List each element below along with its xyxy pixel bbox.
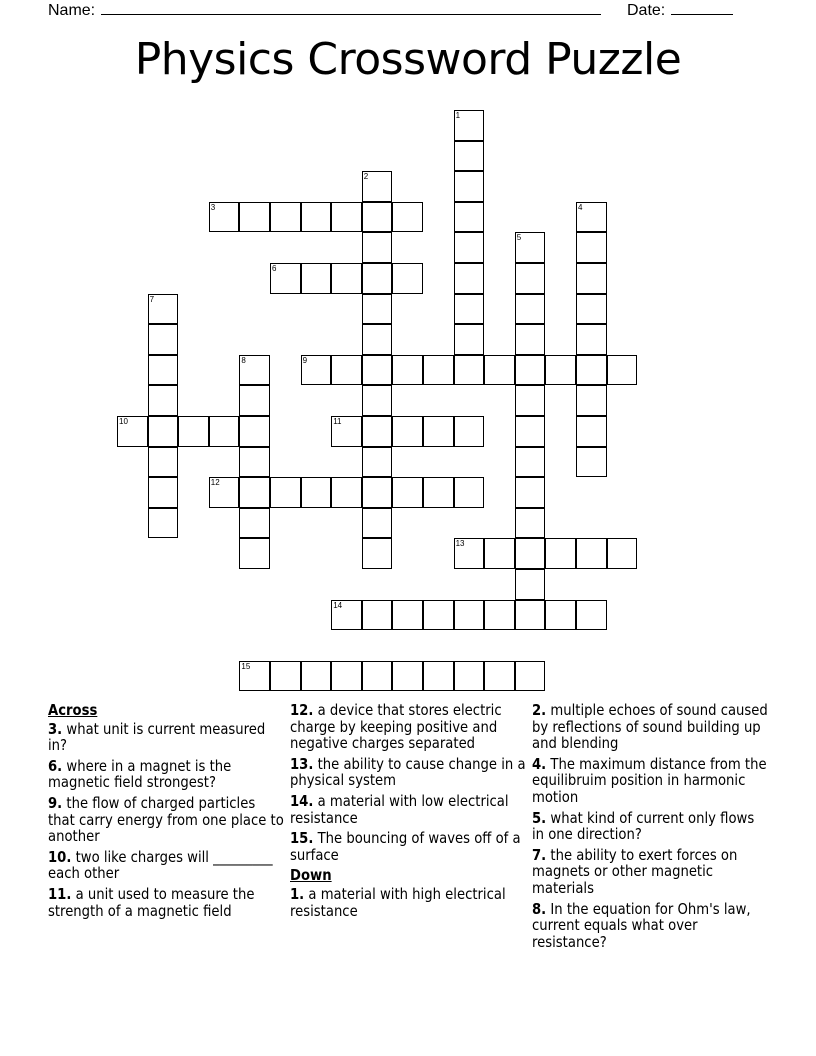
grid-cell[interactable] xyxy=(545,600,576,631)
clue-across xyxy=(290,793,528,826)
grid-cell[interactable] xyxy=(454,171,485,202)
clue-number: 15. xyxy=(290,829,314,848)
clues-column-1 xyxy=(48,702,286,923)
grid-cell[interactable] xyxy=(576,355,607,386)
grid-cell[interactable] xyxy=(515,294,546,325)
grid-cell[interactable] xyxy=(331,355,362,386)
grid-cell[interactable] xyxy=(301,477,332,508)
clue-down xyxy=(532,901,770,951)
grid-cell[interactable] xyxy=(423,600,454,631)
grid-cell[interactable] xyxy=(454,324,485,355)
grid-cell[interactable] xyxy=(545,538,576,569)
grid-cell[interactable] xyxy=(301,263,332,294)
grid-cell[interactable] xyxy=(362,416,393,447)
clue-across xyxy=(290,702,528,752)
grid-cell[interactable] xyxy=(576,324,607,355)
down-heading: Down xyxy=(290,866,332,885)
grid-cell[interactable] xyxy=(576,232,607,263)
across-heading: Across xyxy=(48,701,98,719)
clue-number: 8. xyxy=(532,899,547,918)
grid-cell[interactable] xyxy=(148,416,179,447)
grid-cell[interactable] xyxy=(484,600,515,631)
clue-across xyxy=(290,830,528,863)
clue-across xyxy=(290,756,528,789)
clue-number: 6. xyxy=(48,756,63,775)
name-label: Name: xyxy=(48,2,96,19)
grid-cell[interactable] xyxy=(515,600,546,631)
clue-text: the ability to cause change in a physical system xyxy=(290,754,526,790)
cell-number: 8 xyxy=(241,355,246,365)
cell-number: 4 xyxy=(578,202,583,212)
cell-number: 12 xyxy=(210,478,220,488)
cell-number: 10 xyxy=(119,417,128,426)
clue-text: the flow of charged particles that carry energy from one place to another xyxy=(48,793,284,846)
grid-cell[interactable] xyxy=(331,661,362,692)
date-blank[interactable] xyxy=(671,0,733,15)
grid-cell[interactable] xyxy=(515,538,546,569)
grid-cell[interactable] xyxy=(392,661,423,692)
grid-cell[interactable] xyxy=(148,385,179,416)
grid-cell[interactable] xyxy=(362,294,393,325)
grid-cell[interactable] xyxy=(454,141,485,172)
cell-number: 13 xyxy=(455,539,465,549)
grid-cell[interactable] xyxy=(239,508,270,539)
grid-cell[interactable] xyxy=(270,477,301,508)
grid-cell[interactable] xyxy=(392,263,423,294)
clue-across xyxy=(48,849,286,882)
grid-cell[interactable] xyxy=(515,569,546,600)
clue-text: a material with high electrical resistance xyxy=(290,884,506,920)
clues-column-2 xyxy=(290,702,528,923)
cell-number: 1 xyxy=(455,111,461,120)
clue-number: 9. xyxy=(48,793,63,812)
cell-number: 15 xyxy=(241,661,251,671)
clue-across xyxy=(48,886,286,919)
grid-cell[interactable] xyxy=(484,538,515,569)
grid-cell[interactable] xyxy=(148,324,179,355)
grid-cell[interactable] xyxy=(331,263,362,294)
grid-cell[interactable] xyxy=(209,202,240,233)
cell-number: 9 xyxy=(302,355,308,365)
grid-cell[interactable] xyxy=(209,416,240,447)
grid-cell[interactable] xyxy=(362,508,393,539)
clue-text: the ability to exert forces on magnets or other magnetic materials xyxy=(532,845,738,897)
cell-number: 7 xyxy=(149,294,155,304)
grid-cell[interactable] xyxy=(454,661,485,692)
clue-number: 7. xyxy=(532,845,547,864)
grid-cell[interactable] xyxy=(423,355,454,386)
grid-cell[interactable] xyxy=(454,202,485,233)
clue-text: multiple echoes of sound caused by reflections of sound building up and blending xyxy=(532,701,768,753)
grid-cell[interactable] xyxy=(454,110,485,141)
clue-number: 12. xyxy=(290,701,314,719)
date-label: Date: xyxy=(627,2,666,19)
grid-cell[interactable] xyxy=(576,416,607,447)
grid-cell[interactable] xyxy=(454,416,485,447)
date-field[interactable] xyxy=(627,0,733,20)
grid-cell[interactable] xyxy=(362,355,393,386)
grid-cell[interactable] xyxy=(515,355,546,386)
grid-cell[interactable] xyxy=(423,477,454,508)
clue-across xyxy=(48,758,286,791)
grid-cell[interactable] xyxy=(362,232,393,263)
clue-text: In the equation for Ohm's law, current equals what over resistance? xyxy=(532,899,751,951)
grid-cell[interactable] xyxy=(270,202,301,233)
grid-cell[interactable] xyxy=(270,661,301,692)
grid-cell[interactable] xyxy=(362,171,393,202)
clue-number: 5. xyxy=(532,808,547,827)
page-title: Physics Crossword Puzzle xyxy=(134,34,682,85)
grid-cell[interactable] xyxy=(454,232,485,263)
grid-cell[interactable] xyxy=(270,263,301,294)
clue-number: 11. xyxy=(48,884,72,903)
cell-number: 3 xyxy=(210,202,216,212)
grid-cell[interactable] xyxy=(148,355,179,386)
clue-across xyxy=(48,795,286,845)
clue-down xyxy=(532,810,770,843)
clue-number: 10. xyxy=(48,847,72,866)
grid-cell[interactable] xyxy=(576,202,607,233)
grid-cell[interactable] xyxy=(362,600,393,631)
grid-cell[interactable] xyxy=(239,416,270,447)
grid-cell[interactable] xyxy=(239,477,270,508)
clue-down xyxy=(532,847,770,897)
grid-cell[interactable] xyxy=(362,263,393,294)
grid-cell[interactable] xyxy=(301,202,332,233)
grid-cell[interactable] xyxy=(239,202,270,233)
grid-cell[interactable] xyxy=(515,263,546,294)
name-blank[interactable] xyxy=(101,0,601,15)
grid-cell[interactable] xyxy=(423,416,454,447)
grid-cell[interactable] xyxy=(454,600,485,631)
grid-cell[interactable] xyxy=(148,508,179,539)
grid-cell[interactable] xyxy=(362,661,393,692)
grid-cell[interactable] xyxy=(607,355,638,386)
grid-cell[interactable] xyxy=(301,661,332,692)
grid-cell[interactable] xyxy=(148,447,179,478)
grid-cell[interactable] xyxy=(515,477,546,508)
grid-cell[interactable] xyxy=(454,355,485,386)
clue-text: a material with low electrical resistance xyxy=(290,791,509,827)
grid-cell[interactable] xyxy=(392,477,423,508)
grid-cell[interactable] xyxy=(515,385,546,416)
grid-cell[interactable] xyxy=(392,355,423,386)
cell-number: 2 xyxy=(363,172,369,182)
grid-cell[interactable] xyxy=(362,447,393,478)
grid-cell[interactable] xyxy=(545,355,576,386)
grid-cell[interactable] xyxy=(117,416,148,447)
grid-cell[interactable] xyxy=(331,202,362,233)
clue-text: what kind of current only flows in one direction? xyxy=(532,808,755,844)
grid-cell[interactable] xyxy=(454,294,485,325)
clue-text: a unit used to measure the strength of a magnetic field xyxy=(48,884,255,920)
cell-number: 11 xyxy=(333,417,342,426)
clue-number: 13. xyxy=(290,754,314,773)
grid-cell[interactable] xyxy=(454,538,485,569)
grid-cell[interactable] xyxy=(454,263,485,294)
clue-down xyxy=(290,886,528,919)
clues-column-3 xyxy=(532,702,770,954)
grid-cell[interactable] xyxy=(392,416,423,447)
grid-cell[interactable] xyxy=(331,477,362,508)
grid-cell[interactable] xyxy=(515,508,546,539)
grid-cell[interactable] xyxy=(392,600,423,631)
grid-cell[interactable] xyxy=(239,447,270,478)
clue-down xyxy=(532,756,770,806)
grid-cell[interactable] xyxy=(239,385,270,416)
clue-text: what unit is current measured in? xyxy=(48,719,266,755)
grid-cell[interactable] xyxy=(484,661,515,692)
grid-cell[interactable] xyxy=(331,600,362,631)
clue-text: The maximum distance from the equilibruim position in harmonic motion xyxy=(532,754,767,806)
grid-cell[interactable] xyxy=(362,538,393,569)
grid-cell[interactable] xyxy=(576,294,607,325)
clue-text: a device that stores electric charge by keeping positive and negative charges separated xyxy=(290,701,502,753)
grid-cell[interactable] xyxy=(362,324,393,355)
cell-number: 14 xyxy=(333,600,343,610)
clue-text: The bouncing of waves off of a surface xyxy=(290,829,521,864)
clue-number: 14. xyxy=(290,791,314,810)
clue-text: two like charges will _________ each other xyxy=(48,847,273,883)
clue-number: 2. xyxy=(532,701,547,719)
grid-cell[interactable] xyxy=(392,202,423,233)
grid-cell[interactable] xyxy=(362,477,393,508)
clue-across xyxy=(48,721,286,754)
grid-cell[interactable] xyxy=(515,324,546,355)
cell-number: 5 xyxy=(516,233,522,243)
grid-cell[interactable] xyxy=(362,202,393,233)
clue-number: 1. xyxy=(290,884,305,903)
grid-cell[interactable] xyxy=(607,538,638,569)
grid-cell[interactable] xyxy=(515,416,546,447)
grid-cell[interactable] xyxy=(515,661,546,692)
grid-cell[interactable] xyxy=(239,538,270,569)
clue-text: where in a magnet is the magnetic field strongest? xyxy=(48,756,232,792)
grid-cell[interactable] xyxy=(515,447,546,478)
clue-number: 4. xyxy=(532,754,547,773)
grid-cell[interactable] xyxy=(576,263,607,294)
grid-cell[interactable] xyxy=(515,232,546,263)
clue-number: 3. xyxy=(48,719,63,738)
clue-down xyxy=(532,702,770,752)
grid-cell[interactable] xyxy=(454,477,485,508)
grid-cell[interactable] xyxy=(576,385,607,416)
grid-cell[interactable] xyxy=(423,661,454,692)
grid-cell[interactable] xyxy=(148,477,179,508)
cell-number: 6 xyxy=(272,264,277,273)
grid-cell[interactable] xyxy=(178,416,209,447)
grid-cell[interactable] xyxy=(148,294,179,325)
grid-cell[interactable] xyxy=(576,600,607,631)
name-field[interactable] xyxy=(48,0,601,20)
grid-cell[interactable] xyxy=(362,385,393,416)
grid-cell[interactable] xyxy=(576,447,607,478)
grid-cell[interactable] xyxy=(301,355,332,386)
grid-cell[interactable] xyxy=(484,355,515,386)
grid-cell[interactable] xyxy=(331,416,362,447)
grid-cell[interactable] xyxy=(576,538,607,569)
grid-cell[interactable] xyxy=(239,661,270,692)
grid-cell[interactable] xyxy=(209,477,240,508)
grid-cell[interactable] xyxy=(239,355,270,386)
